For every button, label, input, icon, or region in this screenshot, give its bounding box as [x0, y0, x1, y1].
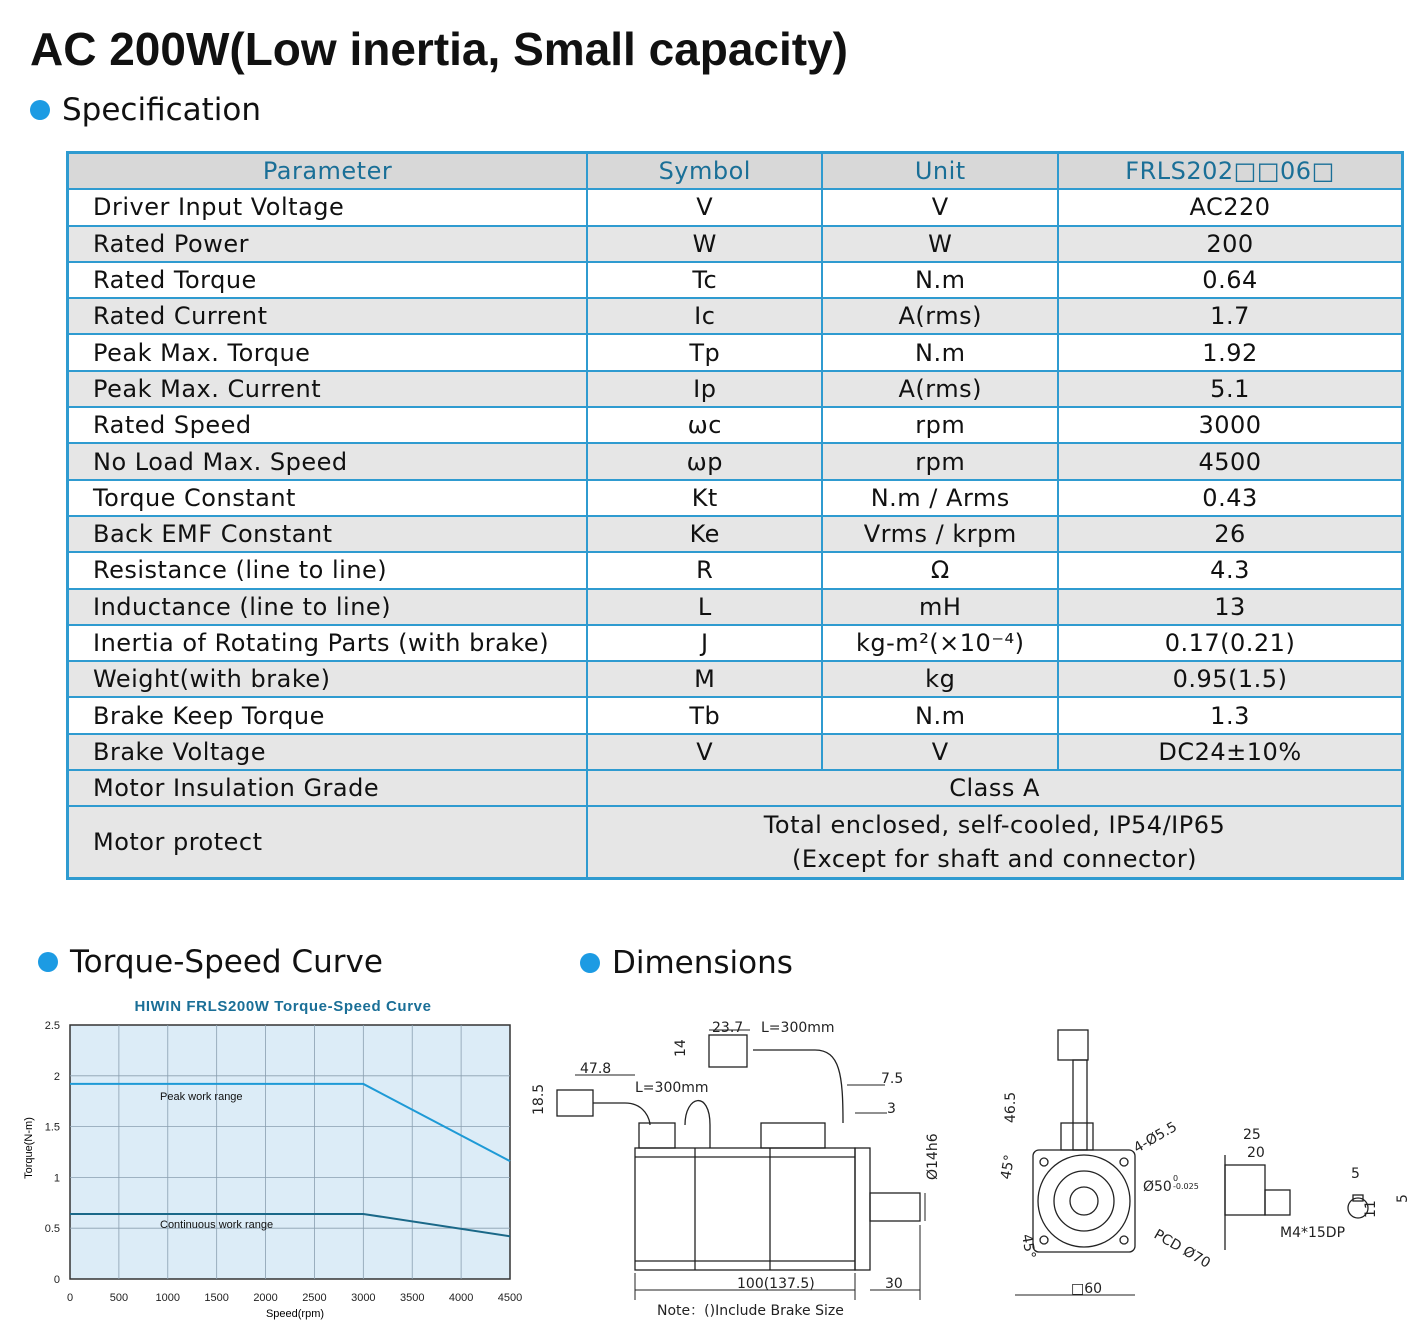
dim-18-5: 18.5: [531, 1083, 547, 1115]
cell-parameter: Brake Keep Torque: [68, 697, 588, 733]
dim-cable-length: L=300mm: [761, 1020, 835, 1036]
page-title: AC 200W(Low inertia, Small capacity): [30, 23, 849, 75]
cell-value: AC220: [1058, 189, 1402, 225]
flange-side-body: [1225, 1165, 1265, 1215]
y-tick-label: 2.5: [44, 1020, 60, 1032]
cell-symbol: Ip: [587, 371, 822, 407]
col-header-symbol: Symbol: [587, 153, 822, 190]
cell-value: 26: [1058, 516, 1402, 552]
cell-unit: V: [822, 734, 1058, 770]
table-row: [68, 407, 1403, 443]
connector-block: [761, 1123, 825, 1148]
cell-parameter: Rated Current: [68, 298, 588, 334]
x-tick-label: 1000: [155, 1292, 181, 1304]
cell-unit: V: [822, 189, 1058, 225]
cell-parameter: Motor protect: [68, 806, 588, 879]
x-tick-label: 3500: [399, 1292, 425, 1304]
table-row: [68, 189, 1403, 225]
cell-value: 1.7: [1058, 298, 1402, 334]
table-header-row: [68, 153, 1403, 190]
section-specification: [30, 92, 261, 128]
dim-pilot-tol-bot: -0.025: [1173, 1182, 1199, 1191]
dim-body-length: 100(137.5): [737, 1276, 815, 1292]
y-tick-label: 0: [53, 1274, 60, 1286]
section-torque-speed-label: Torque-Speed Curve: [70, 944, 383, 980]
spec-table: [66, 151, 1404, 880]
cable: [593, 1103, 650, 1125]
cell-value: 0.43: [1058, 480, 1402, 516]
cell-unit: Vrms / krpm: [822, 516, 1058, 552]
cell-value: 3000: [1058, 407, 1402, 443]
cell-symbol: J: [587, 625, 822, 661]
y-axis-label: Torque(N-m): [23, 1117, 35, 1179]
cell-unit: N.m / Arms: [822, 480, 1058, 516]
x-tick-label: 0: [66, 1292, 74, 1304]
connector-block: [639, 1123, 675, 1148]
section-dimensions-label: Dimensions: [612, 945, 793, 981]
side-view: [557, 1030, 925, 1300]
col-header-parameter: Parameter: [68, 153, 588, 190]
cell-symbol: Ic: [587, 298, 822, 334]
section-specification-label: Specification: [62, 92, 262, 128]
cell-symbol: Tc: [587, 262, 822, 298]
dim-tap: M4*15DP: [1280, 1225, 1346, 1241]
torque-speed-chart-svg: [20, 990, 530, 1320]
brake-note: Note：()Include Brake Size: [657, 1303, 844, 1319]
cable-exit: [1073, 1060, 1087, 1150]
dim-square: □60: [1071, 1281, 1103, 1297]
cell-parameter: Back EMF Constant: [68, 516, 588, 552]
connector-block: [1061, 1123, 1093, 1150]
table-row: [68, 697, 1403, 733]
table-row: [68, 226, 1403, 262]
cell-parameter: Driver Input Voltage: [68, 189, 588, 225]
table-row: [68, 770, 1403, 806]
cell-symbol: V: [587, 734, 822, 770]
series-label: Peak work range: [160, 1091, 243, 1104]
cell-symbol: Tp: [587, 334, 822, 370]
plot-area: [70, 1025, 510, 1279]
x-tick-label: 2500: [302, 1292, 327, 1304]
dim-3: 3: [887, 1101, 896, 1117]
pcd-circle: [1038, 1155, 1130, 1247]
y-tick-label: 1: [53, 1172, 60, 1185]
cell-value: 200: [1058, 226, 1402, 262]
section-torque-speed: [38, 944, 383, 980]
col-header-unit: Unit: [822, 153, 1058, 190]
x-tick-label: 4000: [448, 1292, 474, 1304]
cell-parameter: Rated Speed: [68, 407, 588, 443]
x-tick-label: 3000: [351, 1292, 376, 1304]
connector-plug: [557, 1090, 593, 1116]
cell-parameter: Peak Max. Torque: [68, 334, 588, 370]
cell-unit: Ω: [822, 552, 1058, 588]
mount-hole: [1120, 1158, 1128, 1166]
section-dimensions: [580, 945, 793, 981]
mount-hole: [1040, 1236, 1048, 1244]
cell-symbol: R: [587, 552, 822, 588]
cell-unit: A(rms): [822, 371, 1058, 407]
cell-value: 4500: [1058, 443, 1402, 479]
cell-value: Class A: [587, 770, 1402, 806]
cell-parameter: Inductance (line to line): [68, 589, 588, 625]
shaft-circle: [1070, 1187, 1098, 1215]
cell-unit: rpm: [822, 443, 1058, 479]
table-row: [68, 371, 1403, 407]
cell-unit: mH: [822, 589, 1058, 625]
cell-value: 0.17(0.21): [1058, 625, 1402, 661]
dim-key-5: 5: [1351, 1166, 1360, 1182]
cell-symbol: M: [587, 661, 822, 697]
dim-key-5b: 5: [1395, 1194, 1411, 1203]
cell-unit: rpm: [822, 407, 1058, 443]
table-row: [68, 298, 1403, 334]
dim-23-7: 23.7: [712, 1020, 744, 1036]
cell-value: 4.3: [1058, 552, 1402, 588]
connector-plug: [709, 1035, 747, 1067]
cell-parameter: Resistance (line to line): [68, 552, 588, 588]
cable: [753, 1050, 843, 1123]
dimensions-svg: [525, 1005, 1420, 1323]
cell-symbol: Kt: [587, 480, 822, 516]
cell-value: 0.64: [1058, 262, 1402, 298]
dim-pilot: Ø50: [1143, 1179, 1172, 1195]
motor-flange: [855, 1148, 870, 1270]
cell-symbol: ωp: [587, 443, 822, 479]
table-row: [68, 625, 1403, 661]
motor-shaft: [870, 1193, 920, 1221]
dim-47-8: 47.8: [580, 1061, 612, 1077]
cell-value: 0.95(1.5): [1058, 661, 1402, 697]
cell-unit: N.m: [822, 262, 1058, 298]
cell-symbol: L: [587, 589, 822, 625]
table-row: [68, 262, 1403, 298]
dim-key-11: 11: [1363, 1200, 1379, 1218]
table-row: [68, 589, 1403, 625]
dim-pilot-tol-top: 0: [1173, 1174, 1179, 1183]
cell-parameter: Peak Max. Current: [68, 371, 588, 407]
cell-parameter: No Load Max. Speed: [68, 443, 588, 479]
cell-unit: kg-m²(×10⁻⁴): [822, 625, 1058, 661]
table-row: [68, 480, 1403, 516]
bullet-icon: [38, 952, 58, 972]
cell-unit: N.m: [822, 697, 1058, 733]
dimensions-drawing: [525, 1005, 1420, 1323]
table-row: [68, 734, 1403, 770]
cell-symbol: ωc: [587, 407, 822, 443]
cell-value: 5.1: [1058, 371, 1402, 407]
cell-unit: N.m: [822, 334, 1058, 370]
dim-pcd: PCD Ø70: [1151, 1226, 1213, 1272]
cell-parameter: Rated Power: [68, 226, 588, 262]
motor-body: [635, 1148, 855, 1270]
x-tick-label: 1500: [204, 1292, 229, 1304]
dim-holes: 4-Ø5.5: [1131, 1118, 1180, 1157]
cell-parameter: Brake Voltage: [68, 734, 588, 770]
cell-parameter: Torque Constant: [68, 480, 588, 516]
cell-parameter: Rated Torque: [68, 262, 588, 298]
table-row: [68, 516, 1403, 552]
dim-30: 30: [885, 1276, 903, 1292]
dim-46-5: 46.5: [1003, 1091, 1019, 1123]
cell-value: 1.3: [1058, 697, 1402, 733]
cell-symbol: Ke: [587, 516, 822, 552]
mount-hole: [1040, 1158, 1048, 1166]
cell-symbol: Tb: [587, 697, 822, 733]
flange-square: [1033, 1150, 1135, 1252]
cable: [685, 1101, 710, 1148]
cell-value: 13: [1058, 589, 1402, 625]
connector-top: [1058, 1030, 1088, 1060]
x-tick-label: 4500: [497, 1292, 523, 1304]
dim-angle-1: 45°: [998, 1153, 1019, 1181]
chart-title: HIWIN FRLS200W Torque-Speed Curve: [134, 998, 432, 1015]
bullet-icon: [30, 100, 50, 120]
dim-7-5: 7.5: [881, 1071, 904, 1087]
protect-line-2: (Except for shaft and connector): [792, 845, 1198, 874]
cell-parameter: Inertia of Rotating Parts (with brake): [68, 625, 588, 661]
cell-parameter: Motor Insulation Grade: [68, 770, 588, 806]
cell-symbol: V: [587, 189, 822, 225]
dim-25: 25: [1243, 1127, 1261, 1143]
bullet-icon: [580, 953, 600, 973]
cell-symbol: W: [587, 226, 822, 262]
cell-unit: A(rms): [822, 298, 1058, 334]
cell-unit: kg: [822, 661, 1058, 697]
pilot-circle: [1054, 1171, 1114, 1231]
mount-hole: [1120, 1236, 1128, 1244]
x-axis-label: Speed(rpm): [265, 1308, 325, 1320]
dim-14: 14: [673, 1039, 689, 1057]
torque-speed-chart: [20, 990, 530, 1320]
cell-parameter: Weight(with brake): [68, 661, 588, 697]
y-tick-label: 1.5: [44, 1121, 60, 1134]
cell-value: DC24±10%: [1058, 734, 1402, 770]
x-tick-label: 2000: [253, 1292, 278, 1304]
cell-value: [587, 806, 1402, 879]
table-row: [68, 552, 1403, 588]
table-row: [68, 661, 1403, 697]
cell-value: 1.92: [1058, 334, 1402, 370]
protect-line-1: Total enclosed, self-cooled, IP54/IP65: [763, 811, 1226, 840]
y-tick-label: 2: [53, 1070, 60, 1083]
table-row: [68, 806, 1403, 879]
cell-unit: W: [822, 226, 1058, 262]
series-label: Continuous work range: [160, 1219, 274, 1232]
dim-angle-2: 45°: [1018, 1232, 1039, 1261]
dim-shaft-dia: Ø14h6: [925, 1133, 941, 1180]
flange-side-shaft: [1265, 1190, 1290, 1215]
y-tick-label: 0.5: [44, 1223, 60, 1236]
dim-cable-length-2: L=300mm: [635, 1080, 709, 1096]
table-row: [68, 334, 1403, 370]
col-header-model: FRLS202□□06□: [1058, 153, 1402, 190]
table-row: [68, 443, 1403, 479]
dim-20: 20: [1247, 1145, 1265, 1161]
x-tick-label: 500: [109, 1292, 129, 1304]
